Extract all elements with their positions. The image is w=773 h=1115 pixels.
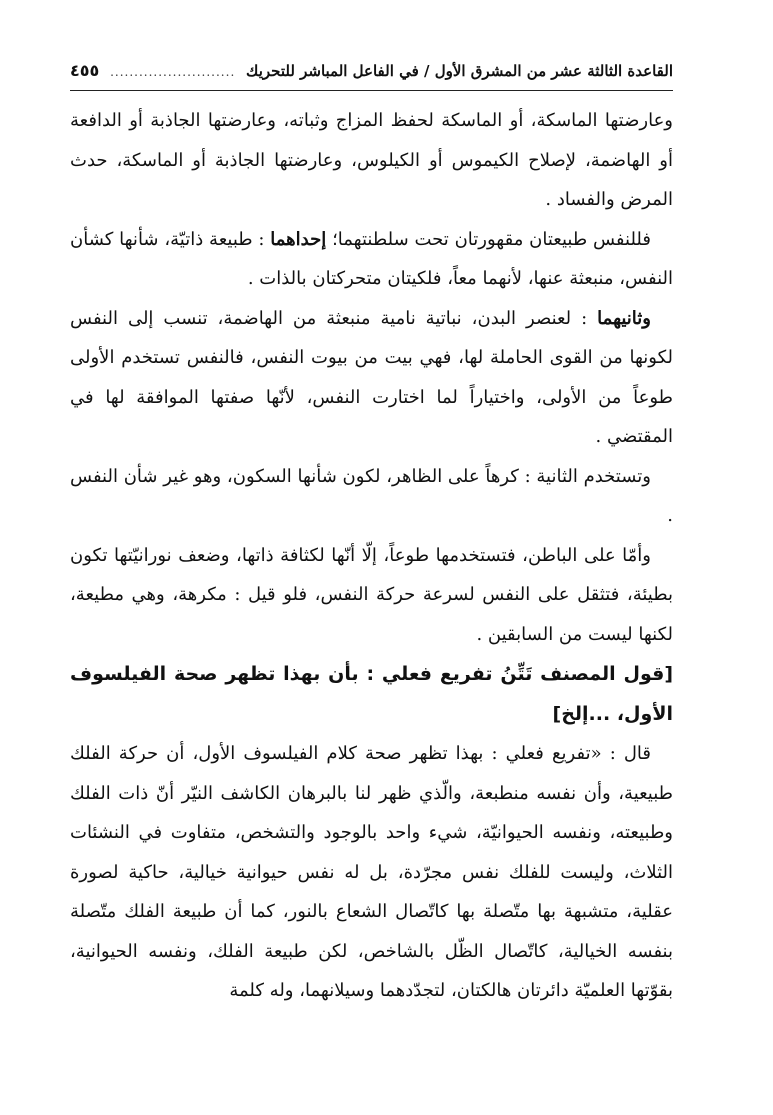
paragraph-1: وعارضتها الماسكة، أو الماسكة لحفظ المزاج وثباته، وعارضتها الجاذبة أو الدافعة أو الهاضمة، لإصلاح الكيموس أو الكيلوس، وعارضتها الجاذبة أو الماسكة، حدث المرض والفساد . (70, 110, 673, 210)
paragraph-5: وأمّا على الباطن، فتستخدمها طوعاً، إلّا أنّها لكثافة ذاتها، وضعف نورانيّتها تكون بطيئة، فتثقل على النفس لسرعة حركة النفس، فلو قيل : مكرهة، وهي مطيعة، لكنها ليست من السابقين . (70, 544, 673, 645)
header-leader-dots: .......................... (110, 65, 236, 79)
page-number: ٤٥٥ (70, 61, 100, 80)
paragraph-2-rest: : طبيعة ذاتيّة، شأنها كشأن النفس، منبعثة عنها، لأنهما معاً، فلكيتان متحركتان بالذات . (70, 228, 673, 289)
paragraph-4: وتستخدم الثانية : كرهاً على الظاهر، لكون شأنها السكون، وهو غير شأن النفس . (70, 465, 673, 526)
header-rule (70, 90, 673, 91)
running-header (70, 56, 673, 88)
paragraph-2-intro: فللنفس طبيعتان مقهورتان تحت سلطنتهما؛ (326, 228, 651, 250)
paragraph-3-rest: : لعنصر البدن، نباتية نامية منبعثة من الهاضمة، تنسب إلى النفس لكونها من القوى الحاملة لها، فهي بيت من بيوت النفس، فالنفس تستخدم الأولى طوعاً من الأولى، واختياراً لما اختارت النفس، لأنّها صفتها الموافقة لها في المقتضي . (70, 307, 673, 447)
header-title: القاعدة الثالثة عشر من المشرق الأول / في الفاعل المباشر للتحريك (246, 62, 673, 80)
book-page (70, 56, 673, 1011)
paragraph-2 (70, 220, 673, 299)
paragraph-3 (70, 299, 673, 457)
paragraph-6: قال : «تفريع فعلي : بهذا تظهر صحة كلام الفيلسوف الأول، أن حركة الفلك طبيعية، وأن نفسه منطبعة، والّذي ظهر لنا بالبرهان الكاشف النيّر أنّ ذات الفلك وطبيعته، ونفسه الحيوانيّة، شيء واحد بالوجود والتشخص، متفاوت في النشئات الثلاث، وليست للفلك نفس مجرّدة، بل له نفس حيوانية خيالية، حاكية لصورة عقلية، متشبهة بها متّصلة بها كاتّصال الشعاع بالنور، كما أن طبيعة الفلك متّصلة بنفسه الخيالية، كاتّصال الظّل بالشاخص، لكن طبيعة الفلك، ونفسه الحيوانية، بقوّتها العلميّة دائرتان هالكتان، لتجدّدهما وسيلانهما، وله كلمة (70, 743, 673, 1001)
paragraph-3-keyword: وثانيهما (597, 307, 651, 329)
paragraph-2-keyword: إحداهما (270, 228, 327, 250)
main-text (70, 101, 673, 1011)
section-heading: [قول المصنف تَتِّنُ تفريع فعلي : بأن بهذا تظهر صحة الفيلسوف الأول، ...إلخ] (70, 663, 673, 725)
